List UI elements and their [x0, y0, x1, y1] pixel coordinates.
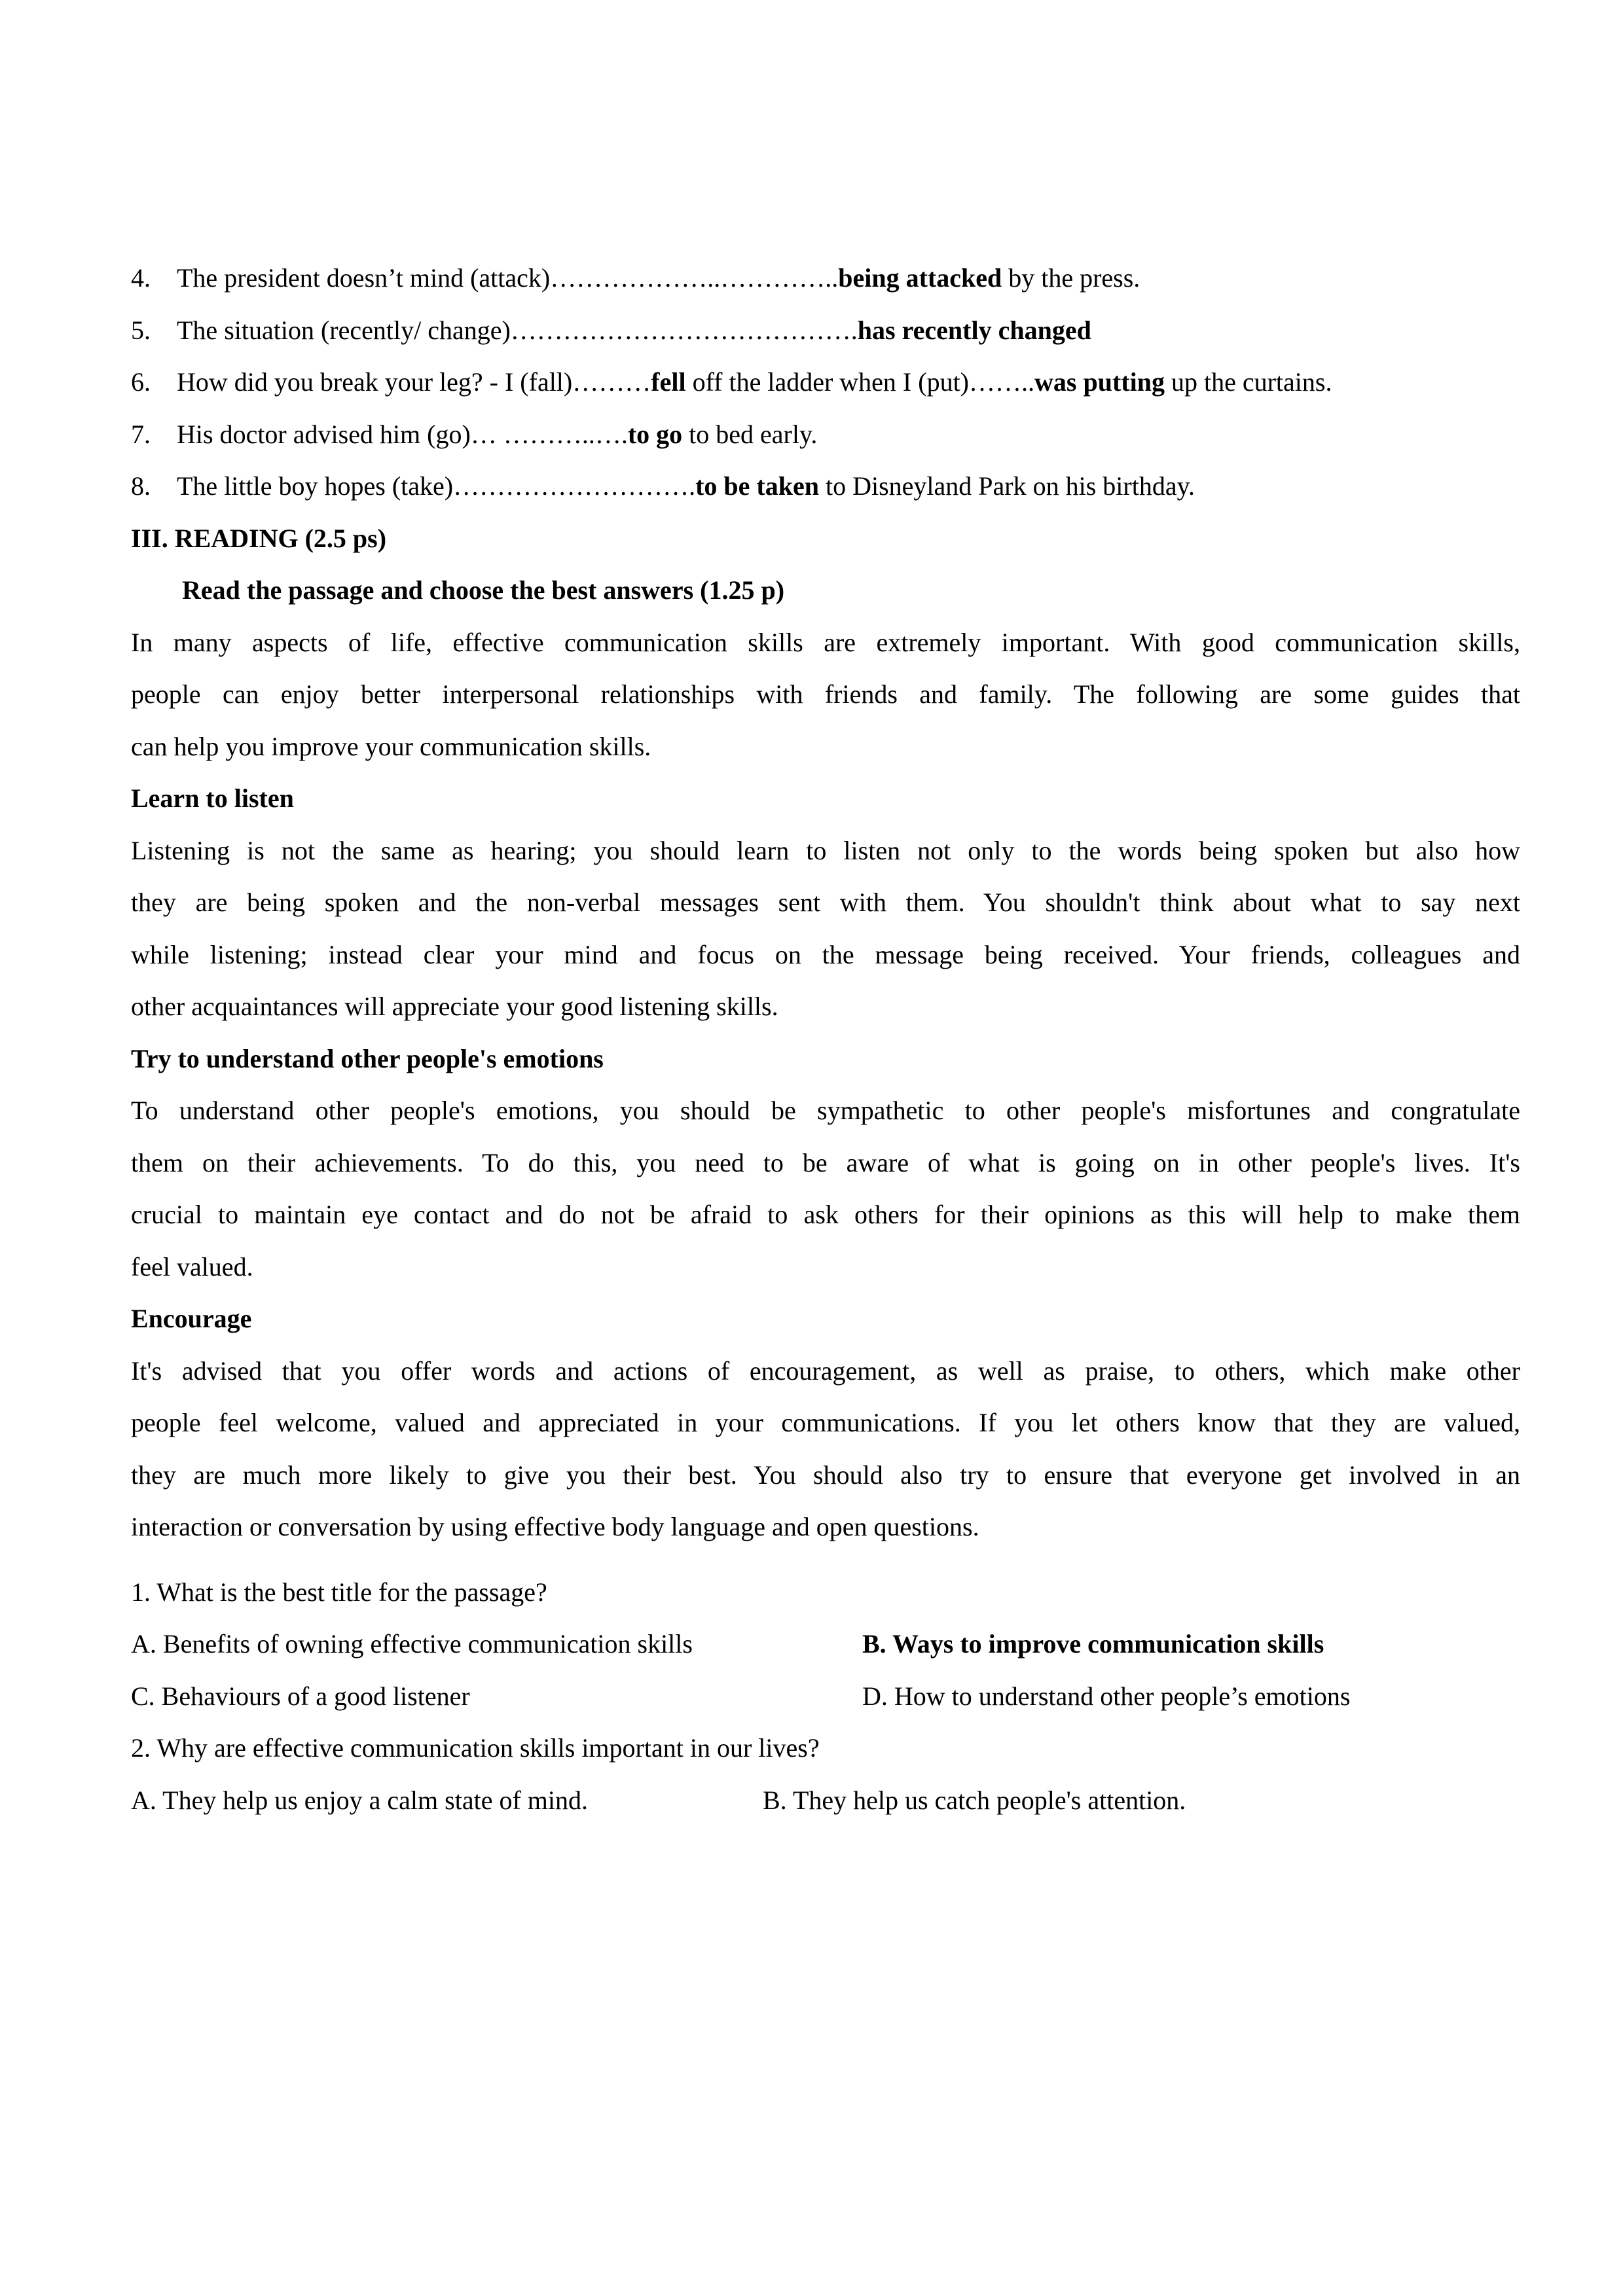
- passage-line: Listening is not the same as hearing; you should learn to listen not only to the words being spoken but also how: [131, 835, 1520, 865]
- passage-paragraph: [131, 1085, 1520, 1293]
- blank-dots: ……..: [969, 367, 1035, 397]
- answer-option-b-selected[interactable]: B. Ways to improve communication skills: [862, 1629, 1324, 1659]
- item-number: 6.: [131, 367, 151, 397]
- item-prompt: The president doesn’t mind (attack): [177, 263, 551, 293]
- passage-line: people feel welcome, valued and appreciated in your communications. If you let others know that they are valued,: [131, 1408, 1520, 1437]
- item-text: [177, 304, 1091, 357]
- blank-dots: ………………..…………..: [550, 263, 839, 293]
- passage-line: feel valued.: [131, 1251, 253, 1282]
- answer-option-b[interactable]: B. They help us catch people's attention.: [763, 1785, 1186, 1815]
- item-answer: being attacked: [838, 263, 1002, 293]
- answer-option-d[interactable]: D. How to understand other people’s emotions: [862, 1681, 1351, 1711]
- item-answer: was putting: [1034, 367, 1165, 397]
- item-tail: to bed early.: [682, 419, 818, 449]
- exercise-item: [131, 408, 1520, 461]
- answer-options-row: [131, 1618, 1520, 1670]
- passage-subheading: Learn to listen: [131, 783, 294, 813]
- passage-line: crucial to maintain eye contact and do not be afraid to ask others for their opinions as this will help to make them: [131, 1200, 1520, 1229]
- question-stem: 2. Why are effective communication skills important in our lives?: [131, 1733, 820, 1763]
- item-text: [177, 460, 1195, 512]
- passage-paragraph: [131, 825, 1520, 1033]
- passage-subheading: Try to understand other people's emotions: [131, 1043, 604, 1073]
- answer-option-a[interactable]: A. They help us enjoy a calm state of mind.: [131, 1785, 588, 1815]
- document-page: [131, 252, 1520, 1826]
- item-tail: to Disneyland Park on his birthday.: [818, 471, 1195, 501]
- exercise-item: [131, 356, 1520, 408]
- item-answer: to go: [627, 419, 683, 449]
- item-prompt: The little boy hopes (take): [177, 471, 454, 501]
- answer-option-a[interactable]: A. Benefits of owning effective communication skills: [131, 1629, 693, 1659]
- item-prompt: His doctor advised him (go): [177, 419, 471, 449]
- item-number: 4.: [131, 263, 151, 293]
- passage-line: they are much more likely to give you their best. You should also try to ensure that everyone get involved in an: [131, 1460, 1520, 1490]
- answer-options-row: [131, 1774, 1520, 1827]
- passage-line: It's advised that you offer words and actions of encouragement, as well as praise, to others, which make other: [131, 1355, 1520, 1386]
- item-text: [177, 356, 1332, 408]
- passage-intro: [131, 617, 1520, 773]
- passage-paragraph: [131, 1345, 1520, 1553]
- item-answer: has recently changed: [857, 315, 1091, 345]
- item-prompt: The situation (recently/ change): [177, 315, 511, 345]
- passage-subheading: Encourage: [131, 1304, 252, 1333]
- blank-dots: ………………………………….: [510, 315, 858, 345]
- answer-option-c[interactable]: C. Behaviours of a good listener: [131, 1681, 470, 1711]
- item-text: [177, 408, 817, 461]
- item-tail: up the curtains.: [1164, 367, 1332, 397]
- passage-line: while listening; instead clear your mind and focus on the message being received. Your friends, colleagues and: [131, 939, 1520, 969]
- passage-line: In many aspects of life, effective communication skills are extremely important. With good communication skills,: [131, 627, 1520, 657]
- item-number: 5.: [131, 315, 151, 345]
- item-answer: to be taken: [695, 471, 819, 501]
- passage-line: they are being spoken and the non-verbal messages sent with them. You shouldn't think about what to say next: [131, 888, 1520, 917]
- section-title: III. READING (2.5 ps): [131, 523, 387, 553]
- passage-line: people can enjoy better interpersonal relationships with friends and family. The following are some guides that: [131, 679, 1520, 709]
- item-answer: fell: [651, 367, 686, 397]
- passage-line: other acquaintances will appreciate your good listening skills.: [131, 992, 778, 1021]
- question-stem: 1. What is the best title for the passage?: [131, 1577, 547, 1607]
- passage-line: them on their achievements. To do this, you need to be aware of what is going on in other people's lives. It's: [131, 1147, 1520, 1177]
- passage-line: interaction or conversation by using effective body language and open questions.: [131, 1512, 979, 1541]
- exercise-item: [131, 460, 1520, 512]
- exercise-item: [131, 252, 1520, 304]
- item-text: [177, 252, 1140, 304]
- blank-dots: … ………..….: [470, 419, 628, 449]
- item-tail: by the press.: [1002, 263, 1140, 293]
- item-number: 7.: [131, 419, 151, 449]
- passage-line: To understand other people's emotions, you should be sympathetic to other people's misfortunes and congratulate: [131, 1096, 1520, 1125]
- item-tail: off the ladder when I (put): [685, 367, 970, 397]
- item-number: 8.: [131, 471, 151, 501]
- blank-dots: ……………………….: [453, 471, 696, 501]
- exercise-item: [131, 304, 1520, 357]
- blank-dots: ………: [572, 367, 651, 397]
- passage-line: can help you improve your communication skills.: [131, 731, 651, 761]
- item-prompt: How did you break your leg? - I (fall): [177, 367, 573, 397]
- section-instruction: Read the passage and choose the best answers (1.25 p): [182, 575, 785, 605]
- answer-options-row: [131, 1670, 1520, 1723]
